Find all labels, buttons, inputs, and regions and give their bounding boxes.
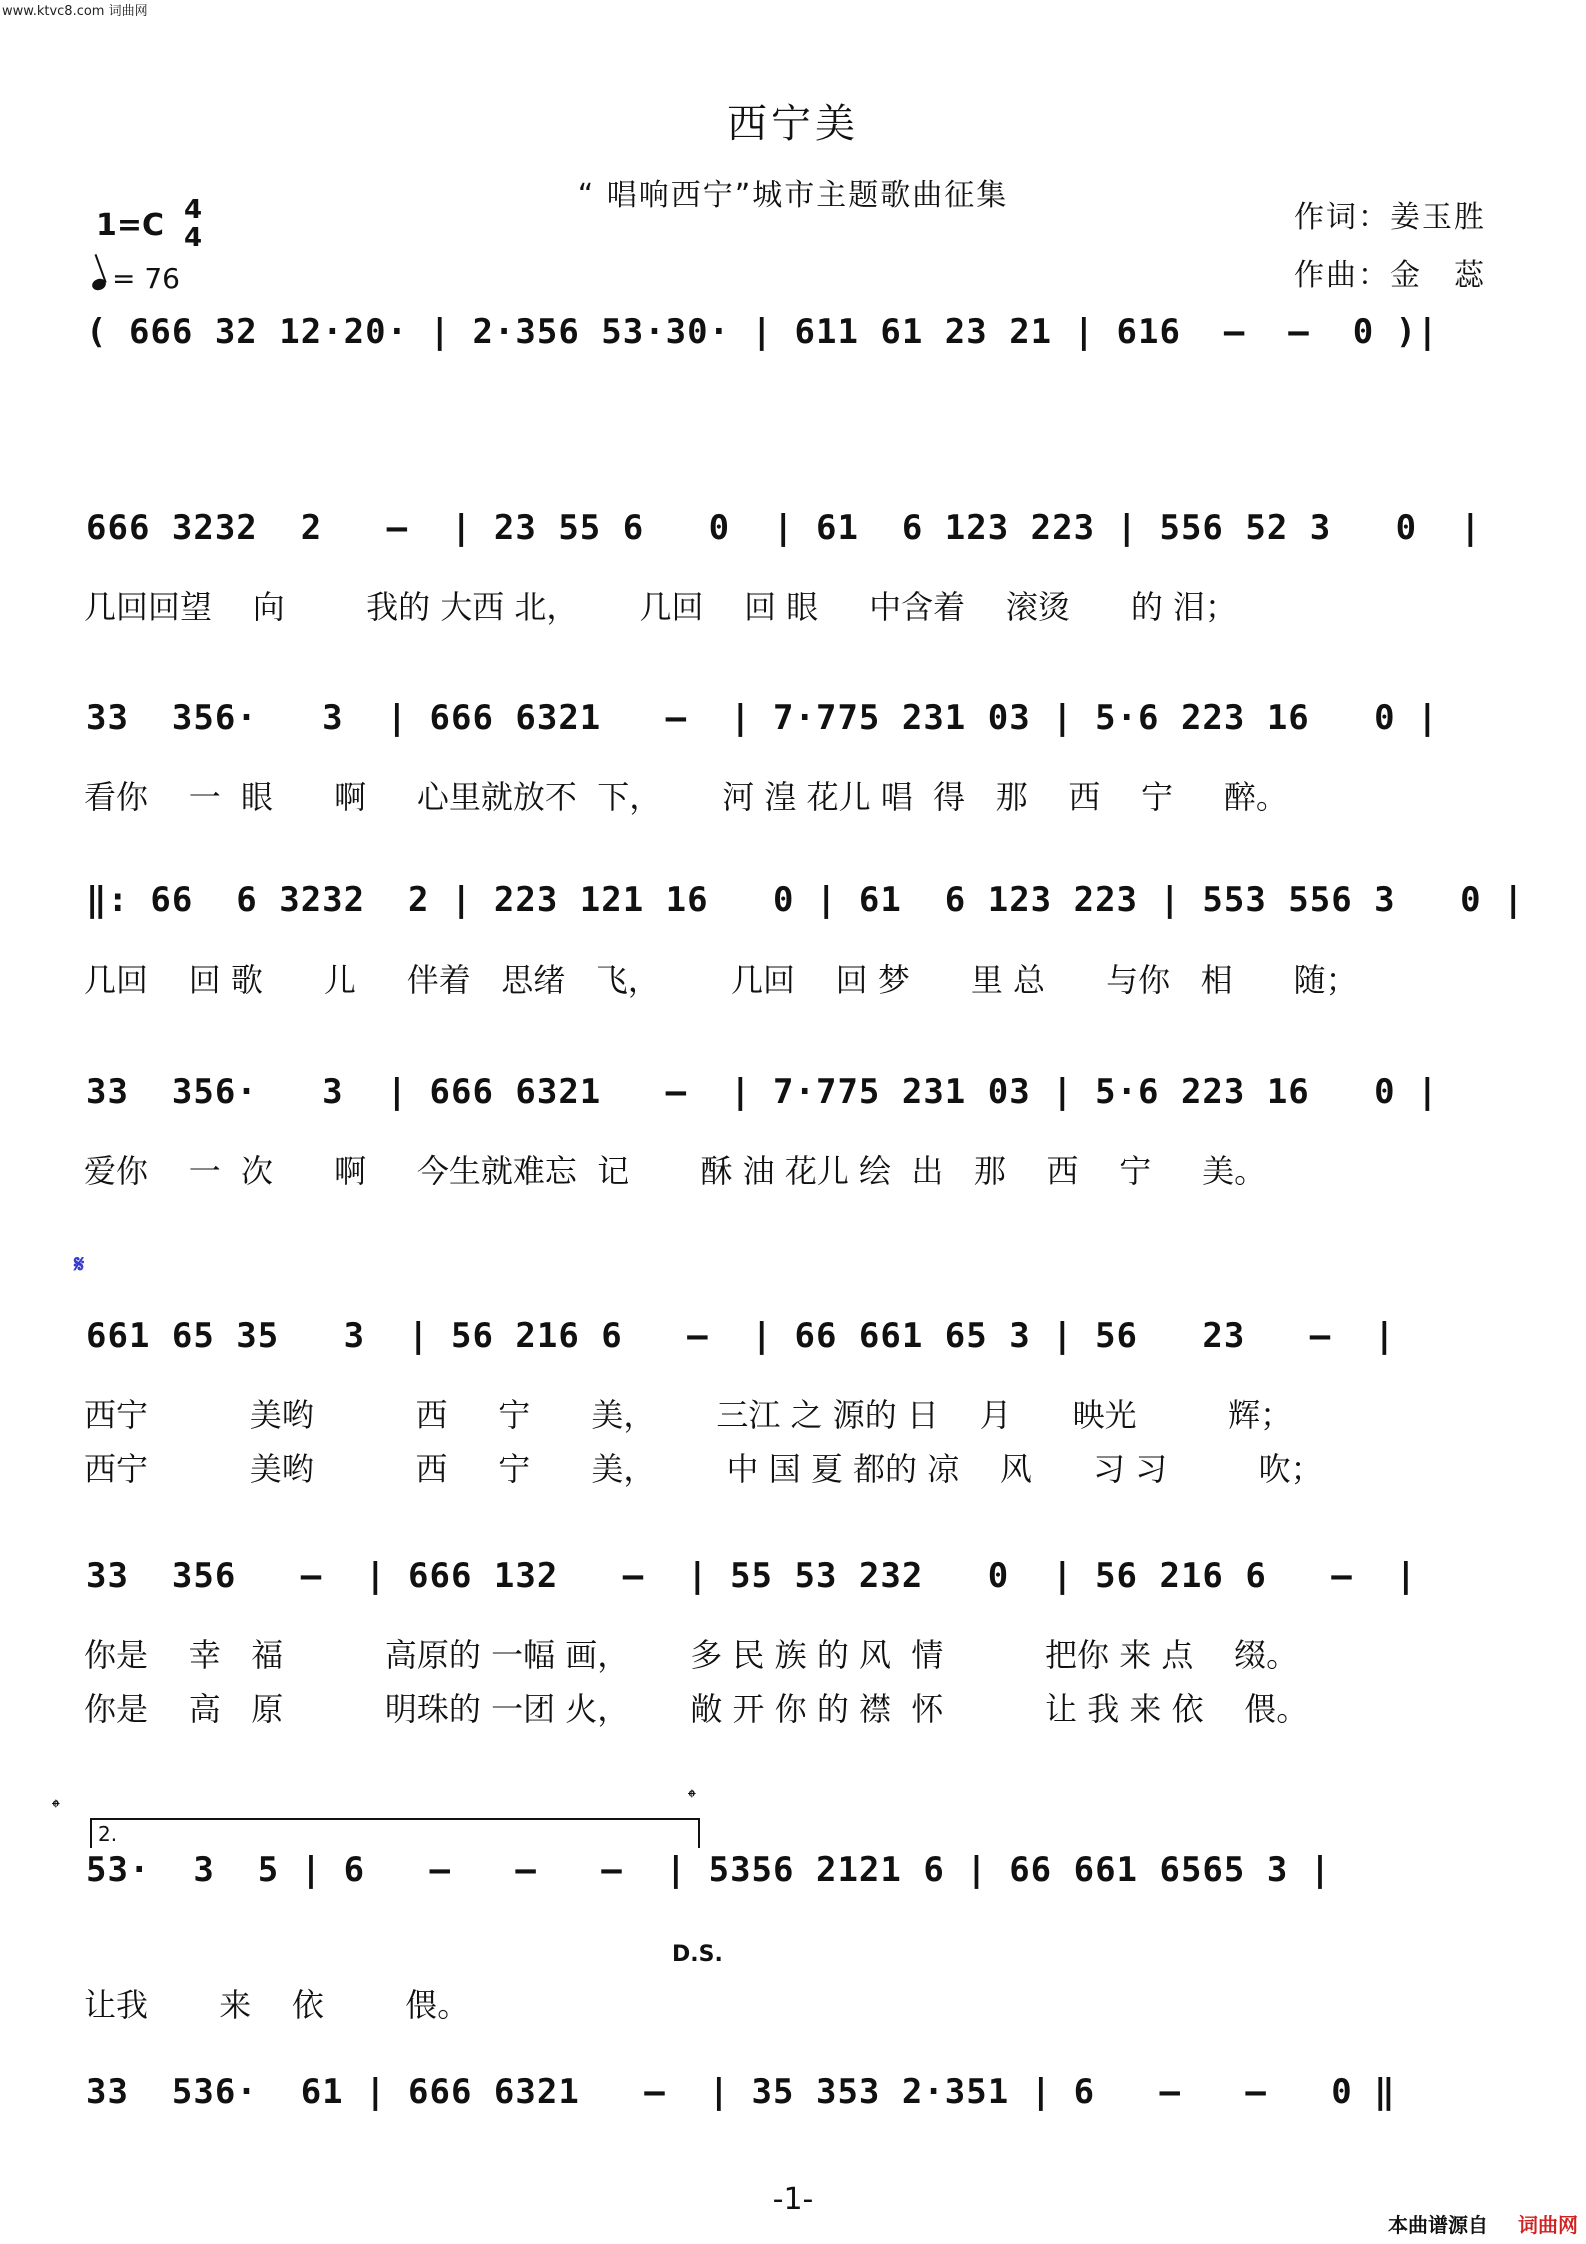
composer-credit: 作曲：金 蕊 [1294, 258, 1486, 293]
notation-intro: ( 666 32 12·20· | 2·356 53·30· | 611 61 23 21 | 616 – – 0 )| [86, 312, 1439, 352]
lyric-line-6a: 你是 幸 福 高原的 一幅 画， 多 民 族 的 风 情 把你 来 点 缀。 [84, 1636, 1299, 1674]
notation-line-6: 33 356 – | 666 132 – | 55 53 232 0 | 56 216 6 – | [86, 1556, 1418, 1596]
time-signature [184, 196, 202, 252]
lyric-line-2: 看你 一 眼 啊 心里就放不 下， 河 湟 花儿 唱 得 那 西 宁 醉。 [84, 778, 1288, 816]
meter-bottom: 4 [184, 223, 203, 253]
notation-line-1: 666 3232 2 – | 23 55 6 0 | 61 6 123 223 | 556 52 3 0 | [86, 508, 1482, 548]
source-label: 本曲谱源自 [1388, 2213, 1488, 2237]
notation-line-3: ‖: 66 6 3232 2 | 223 121 16 0 | 61 6 123 223 | 553 556 3 0 | [86, 880, 1525, 920]
tempo-value: = 76 [112, 262, 180, 295]
meter-top: 4 [184, 195, 203, 225]
lyric-line-7: 让我 来 依 偎。 [84, 1986, 470, 2024]
segno-icon: 𝄋 [74, 1250, 85, 1278]
ds-mark: D.S. [672, 1942, 723, 1967]
site-watermark: www.ktvc8.com 词曲网 [2, 4, 148, 19]
notation-line-2: 33 356· 3 | 666 6321 – | 7·775 231 03 | 5·6 223 16 0 | [86, 698, 1439, 738]
notation-line-7: 53· 3 5 | 6 – – – | 5356 2121 6 | 66 661 6565 3 | [86, 1850, 1332, 1890]
key-signature: 1=C [96, 208, 165, 243]
song-title: 西宁美 [727, 101, 859, 147]
lyricist-credit: 作词：姜玉胜 [1294, 200, 1486, 235]
volta-number: 2. [98, 1822, 118, 1846]
lyric-line-5b: 西宁 美哟 西 宁 美， 中 国 夏 都的 凉 风 习 习 吹； [84, 1450, 1323, 1488]
coda-icon-right: 𝄌 [688, 1786, 696, 1811]
notation-line-5: 661 65 35 3 | 56 216 6 – | 66 661 65 3 | 56 23 – | [86, 1316, 1396, 1356]
notation-line-4: 33 356· 3 | 666 6321 – | 7·775 231 03 | 5·6 223 16 0 | [86, 1072, 1439, 1112]
coda-icon-left: 𝄌 [52, 1796, 60, 1821]
song-subtitle: “ 唱响西宁”城市主题歌曲征集 [577, 178, 1009, 213]
lyric-line-3: 几回 回 歌 儿 伴着 思绪 飞， 几回 回 梦 里 总 与你 相 随； [84, 961, 1358, 999]
page-number: -1- [772, 2182, 814, 2217]
notation-line-8: 33 536· 61 | 666 6321 – | 35 353 2·351 | 6 – – 0 ‖ [86, 2072, 1396, 2112]
lyric-line-4: 爱你 一 次 啊 今生就难忘 记 酥 油 花儿 绘 出 那 西 宁 美。 [84, 1152, 1267, 1190]
lyric-line-1: 几回回望 向 我的 大西 北， 几回 回 眼 中含着 滚烫 的 泪； [84, 588, 1238, 626]
source-site: 词曲网 [1518, 2213, 1578, 2237]
lyric-line-5a: 西宁 美哟 西 宁 美， 三江 之 源的 日 月 映光 辉； [84, 1396, 1293, 1434]
quarter-note-icon [91, 277, 108, 292]
volta-bracket [90, 1818, 700, 1848]
tempo-mark [92, 262, 180, 295]
lyric-line-6b: 你是 高 原 明珠的 一团 火， 敞 开 你 的 襟 怀 让 我 来 依 偎。 [84, 1690, 1309, 1728]
